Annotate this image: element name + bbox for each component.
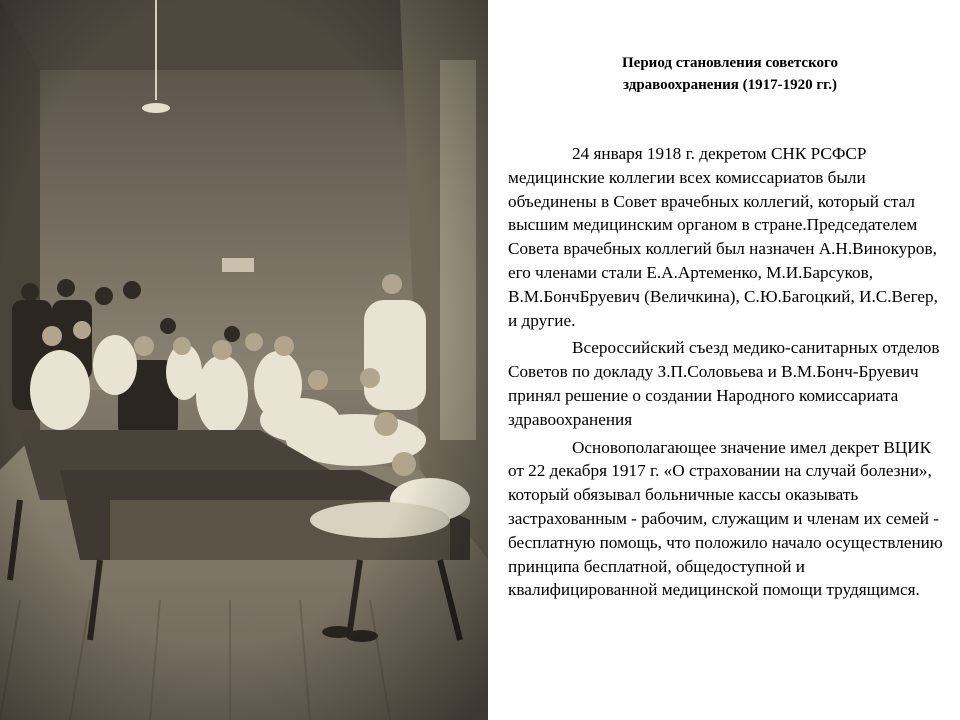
paragraph-sickness-insurance-decree: Основополагающее значение имел декрет ВЦИК от 22 декабря 1917 г. «О страховании на случай болезни», который обязывал больничные кассы оказывать застрахованным - рабочим, служащим и членам их семей - бесплатную помощь, что положило начало осуществлению принципа бесплатной, общедоступной и квалифицированной медицинской помощи трудящимся. — [508, 437, 943, 600]
paragraph-council-of-medical-boards: 24 января 1918 г. декретом СНК РСФСР медицинские коллегии всех комиссариатов были объединены в Совет врачебных коллегий, который стал высшим медицинским органом в стране.Председателем Совета врачебных коллегий был назначен А.Н.Винокуров, его членами стали Е.А.Артеменко, М.И.Барсуков, В.М.БончБруевич (Величкина), С.Ю.Багоцкий, И.С.Вегер, и другие. — [508, 144, 938, 330]
slide-title-line-1: Период становления советского — [622, 55, 838, 71]
slide-title-line-2: здравоохранения (1917-1920 гг.) — [622, 77, 838, 93]
slide-body-text — [508, 142, 948, 602]
paragraph-health-commissariat: Всероссийский съезд медико-санитарных отделов Советов по докладу З.П.Соловьева и В.М.Бонч-Бруевич принял решение о создании Народного комиссариата здравоохранения — [508, 338, 940, 429]
slide-title — [560, 52, 900, 96]
